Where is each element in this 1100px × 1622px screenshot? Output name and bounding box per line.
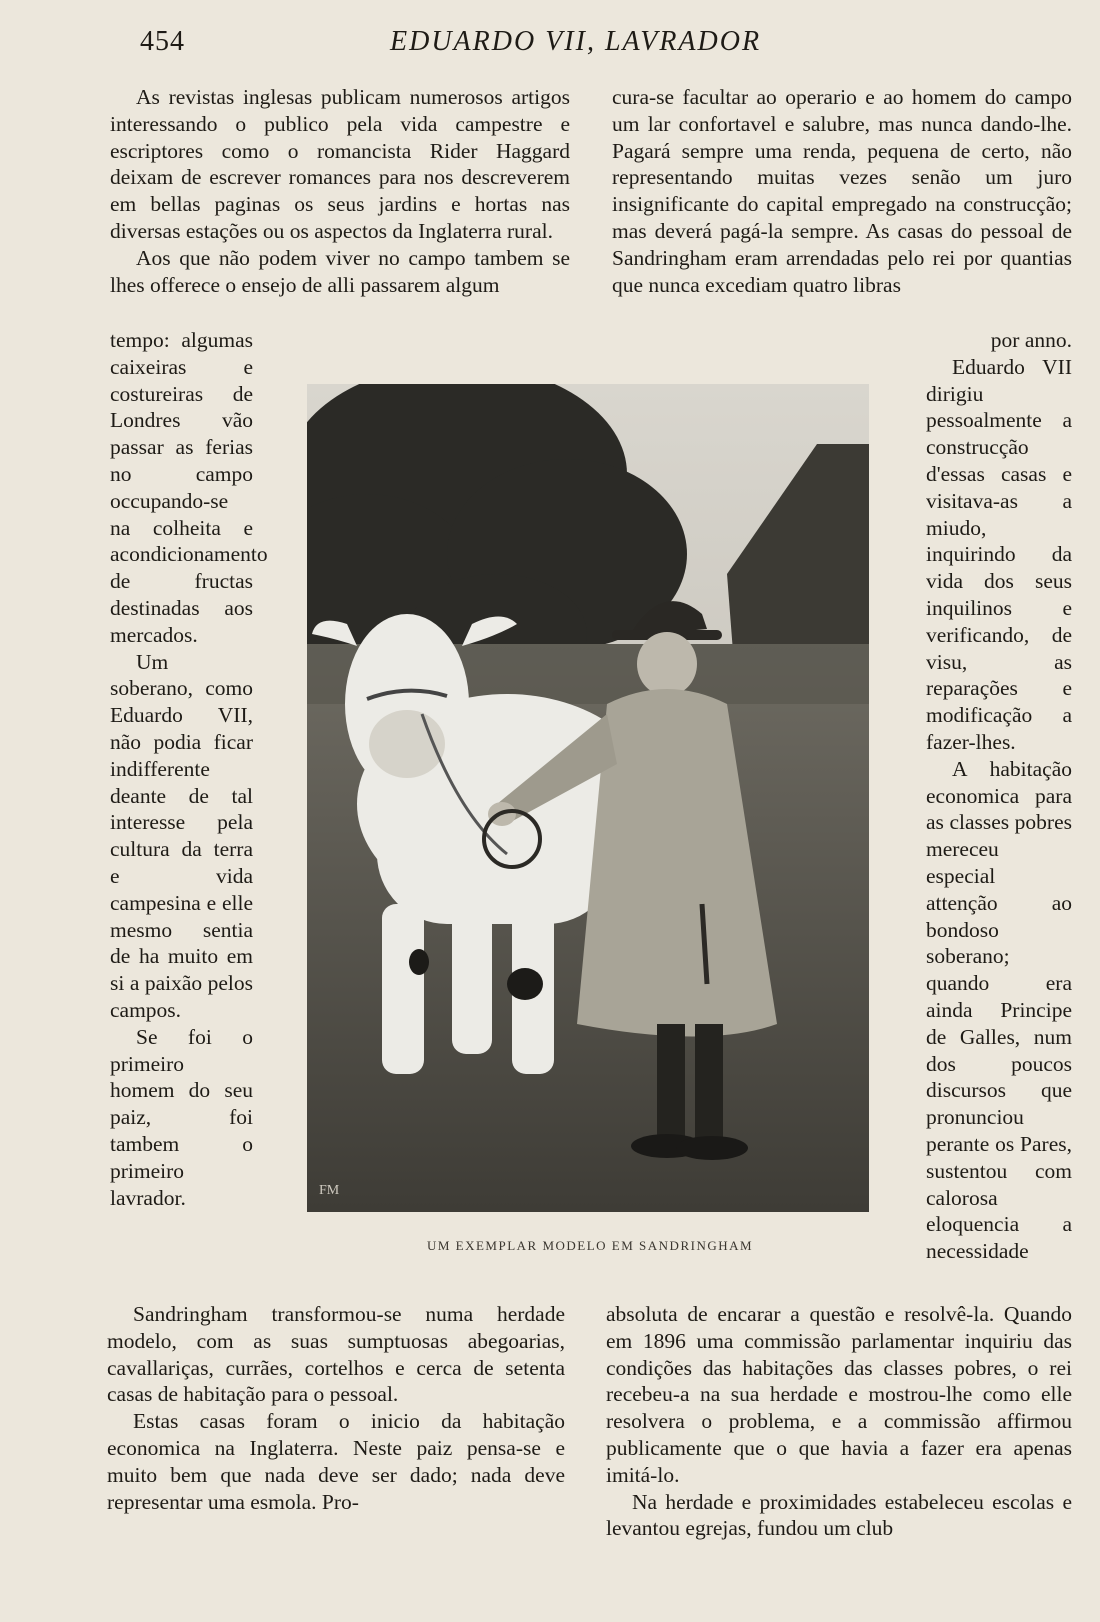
photo-caption: UM EXEMPLAR MODELO EM SANDRINGHAM <box>426 1238 754 1253</box>
paragraph: tempo: algumas caixeiras e costureiras de Londres vão passar as ferias no campo occupando-se na colheita e acondicionamento de fructas destinadas aos mercados. <box>110 328 268 647</box>
left-column-bottom <box>107 1301 565 1515</box>
paragraph: por anno. <box>990 328 1072 352</box>
left-narrow-column <box>110 327 268 1211</box>
page-header <box>140 22 1060 66</box>
right-column-bottom <box>606 1301 1072 1542</box>
running-title: EDUARDO VII, LAVRADOR <box>390 26 762 57</box>
photo-illustration <box>307 384 869 1212</box>
paragraph: Aos que não podem viver no campo tambem se lhes offerece o ensejo de alli passarem algum <box>110 245 570 297</box>
paragraph: As revistas inglesas publicam numerosos artigos interessando o publico pela vida campestre e escriptores como o romancista Rider Haggard deixam de escrever romances para nos descreverem em bellas paginas os seus jardins e hortas nas diversas estações ou os aspectos da Inglaterra rural. <box>110 85 570 243</box>
paragraph: Eduardo VII dirigiu pessoalmente a construcção d'essas casas e visitava-as a miudo, inquirindo da vida dos seus inquilinos e verificando, de visu, as reparações e modificação a fazer-lhes. <box>926 354 1072 754</box>
paragraph: absoluta de encarar a questão e resolvê-la. Quando em 1896 uma commissão parlamentar inquiriu das condições das habitações das classes pobres, o rei recebeu-a na sua herdade e mostrou-lhe como elle resolvera o problema, e a commissão affirmou publicamente que o que havia a fazer era apenas imitá-lo. <box>606 1302 1072 1487</box>
paragraph: cura-se facultar ao operario e ao homem do campo um lar confortavel e salubre, mas nunca dando-lhe. Pagará sempre uma renda, pequena de certo, não representando muitas vezes senão um juro insignificante do capital empregado na construcção; mas deverá pagá-la sempre. As casas do pessoal de Sandringham eram arrendadas pelo rei por quantias que nunca excediam quatro libras <box>612 85 1072 297</box>
paragraph: Se foi o primeiro homem do seu paiz, foi tambem o primeiro lavrador. <box>110 1024 253 1210</box>
paragraph: A habitação economica para as classes pobres mereceu especial attenção ao bondoso soberano; quando era ainda Principe de Galles, num dos poucos discursos que pronunciou perante os Pares, sustentou com calorosa eloquencia a necessidade <box>926 756 1072 1264</box>
page-number: 454 <box>140 26 185 57</box>
photo-monogram: FM <box>319 1183 340 1198</box>
right-narrow-column <box>926 327 1072 1265</box>
paragraph: Um soberano, como Eduardo VII, não podia ficar indifferente deante de tal interesse pela cultura da terra e vida campesina e elle mesmo sentia de ha muito em si a paixão pelos campos. <box>110 649 253 1022</box>
right-column-top <box>612 84 1072 298</box>
paragraph: Na herdade e proximidades estabeleceu escolas e levantou egrejas, fundou um club <box>606 1489 1072 1541</box>
photograph-cow-and-farmer <box>307 384 869 1212</box>
left-column-top <box>110 84 570 298</box>
paragraph: Sandringham transformou-se numa herdade modelo, com as suas sumptuosas abegoarias, cavallariças, currães, cortelhos e cerca de setenta casas de habitação para o pessoal. <box>107 1302 565 1407</box>
paragraph: Estas casas foram o inicio da habitação economica na Inglaterra. Neste paiz pensa-se e muito bem que nada deve ser dado; nada deve representar uma esmola. Pro- <box>107 1409 565 1514</box>
